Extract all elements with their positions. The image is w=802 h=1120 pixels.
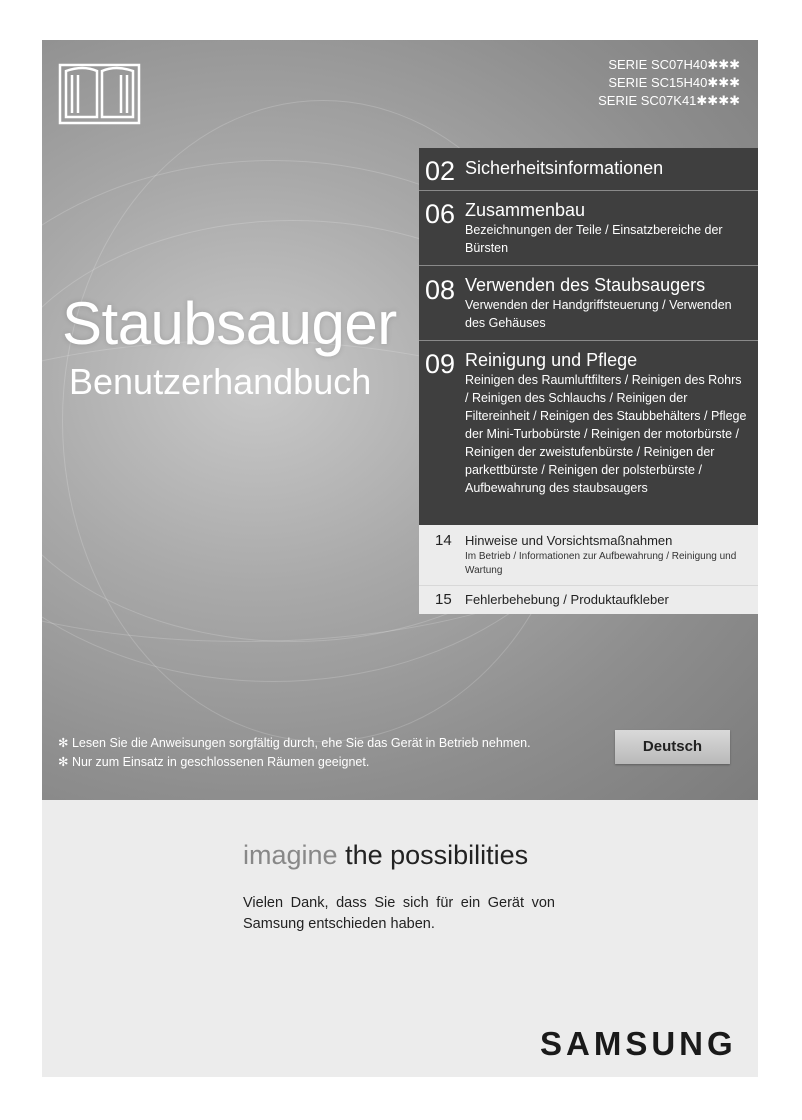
page-subtitle: Benutzerhandbuch bbox=[69, 361, 372, 402]
series-line: SERIE SC07H40✱✱✱ bbox=[608, 57, 740, 72]
samsung-logo: SAMSUNG bbox=[540, 1025, 737, 1062]
toc-subtopics: Bezeichnungen der Teile / Einsatzbereiche der Bürsten bbox=[465, 223, 723, 255]
toc-subtopics: Reinigen des Raumluftfilters / Reinigen des Rohrs / Reinigen des Schlauchs / Reinigen der Filtereinheit / Reinigen des Staubbehälters / Pflege der Mini-Turbobürste / Reinigen der motorbürste / Reinigen der zweistufenbürste / Reinigen der parkettbürste / Reinigen der polsterbürste / Aufbewahrung des staubsaugers bbox=[465, 373, 747, 495]
usage-note: ✻ Nur zum Einsatz in geschlossenen Räumen geeignet. bbox=[58, 755, 370, 769]
thank-you-text: Vielen Dank, dass Sie sich für ein Gerät von Samsung entschieden haben. bbox=[243, 895, 555, 932]
toc-page-number: 06 bbox=[425, 199, 456, 229]
usage-notes bbox=[58, 734, 531, 772]
book-icon bbox=[57, 57, 142, 127]
toc-heading: Verwenden des Staubsaugers bbox=[465, 275, 706, 295]
toc-page-number: 14 bbox=[435, 532, 452, 549]
toc-entry[interactable] bbox=[419, 341, 758, 525]
toc-subtopics: Verwenden der Handgriffsteuerung / Verwenden des Gehäuses bbox=[465, 298, 732, 330]
language-badge: Deutsch bbox=[615, 730, 730, 764]
tagline-imagine: imagine bbox=[243, 840, 338, 870]
toc-entry[interactable] bbox=[419, 586, 758, 614]
toc-page-number: 09 bbox=[425, 349, 456, 379]
series-line: SERIE SC07K41✱✱✱✱ bbox=[598, 93, 740, 108]
table-of-contents bbox=[419, 148, 758, 614]
toc-page-number: 15 bbox=[435, 591, 452, 608]
toc-heading: Sicherheitsinformationen bbox=[465, 158, 664, 178]
model-series bbox=[598, 56, 740, 110]
toc-subtopics: Im Betrieb / Informationen zur Aufbewahrung / Reinigung und Wartung bbox=[465, 551, 737, 576]
series-line: SERIE SC15H40✱✱✱ bbox=[608, 75, 740, 90]
page-title: Staubsauger bbox=[62, 290, 397, 357]
toc-entry[interactable] bbox=[419, 525, 758, 586]
toc-entry[interactable] bbox=[419, 191, 758, 266]
toc-page-number: 08 bbox=[425, 275, 456, 305]
usage-note: ✻ Lesen Sie die Anweisungen sorgfältig durch, ehe Sie das Gerät in Betrieb nehmen. bbox=[58, 736, 531, 750]
toc-heading: Hinweise und Vorsichtsmaßnahmen bbox=[465, 533, 673, 548]
toc-heading: Fehlerbehebung / Produktaufkleber bbox=[465, 592, 669, 607]
toc-entry[interactable] bbox=[419, 266, 758, 341]
cover-hero bbox=[42, 40, 758, 800]
toc-entry[interactable] bbox=[419, 148, 758, 191]
toc-heading: Reinigung und Pflege bbox=[465, 350, 638, 370]
manual-cover bbox=[42, 40, 758, 1077]
tagline bbox=[243, 838, 528, 872]
toc-page-number: 02 bbox=[425, 156, 456, 186]
tagline-possibilities: the possibilities bbox=[345, 840, 529, 870]
toc-heading: Zusammenbau bbox=[465, 200, 586, 220]
